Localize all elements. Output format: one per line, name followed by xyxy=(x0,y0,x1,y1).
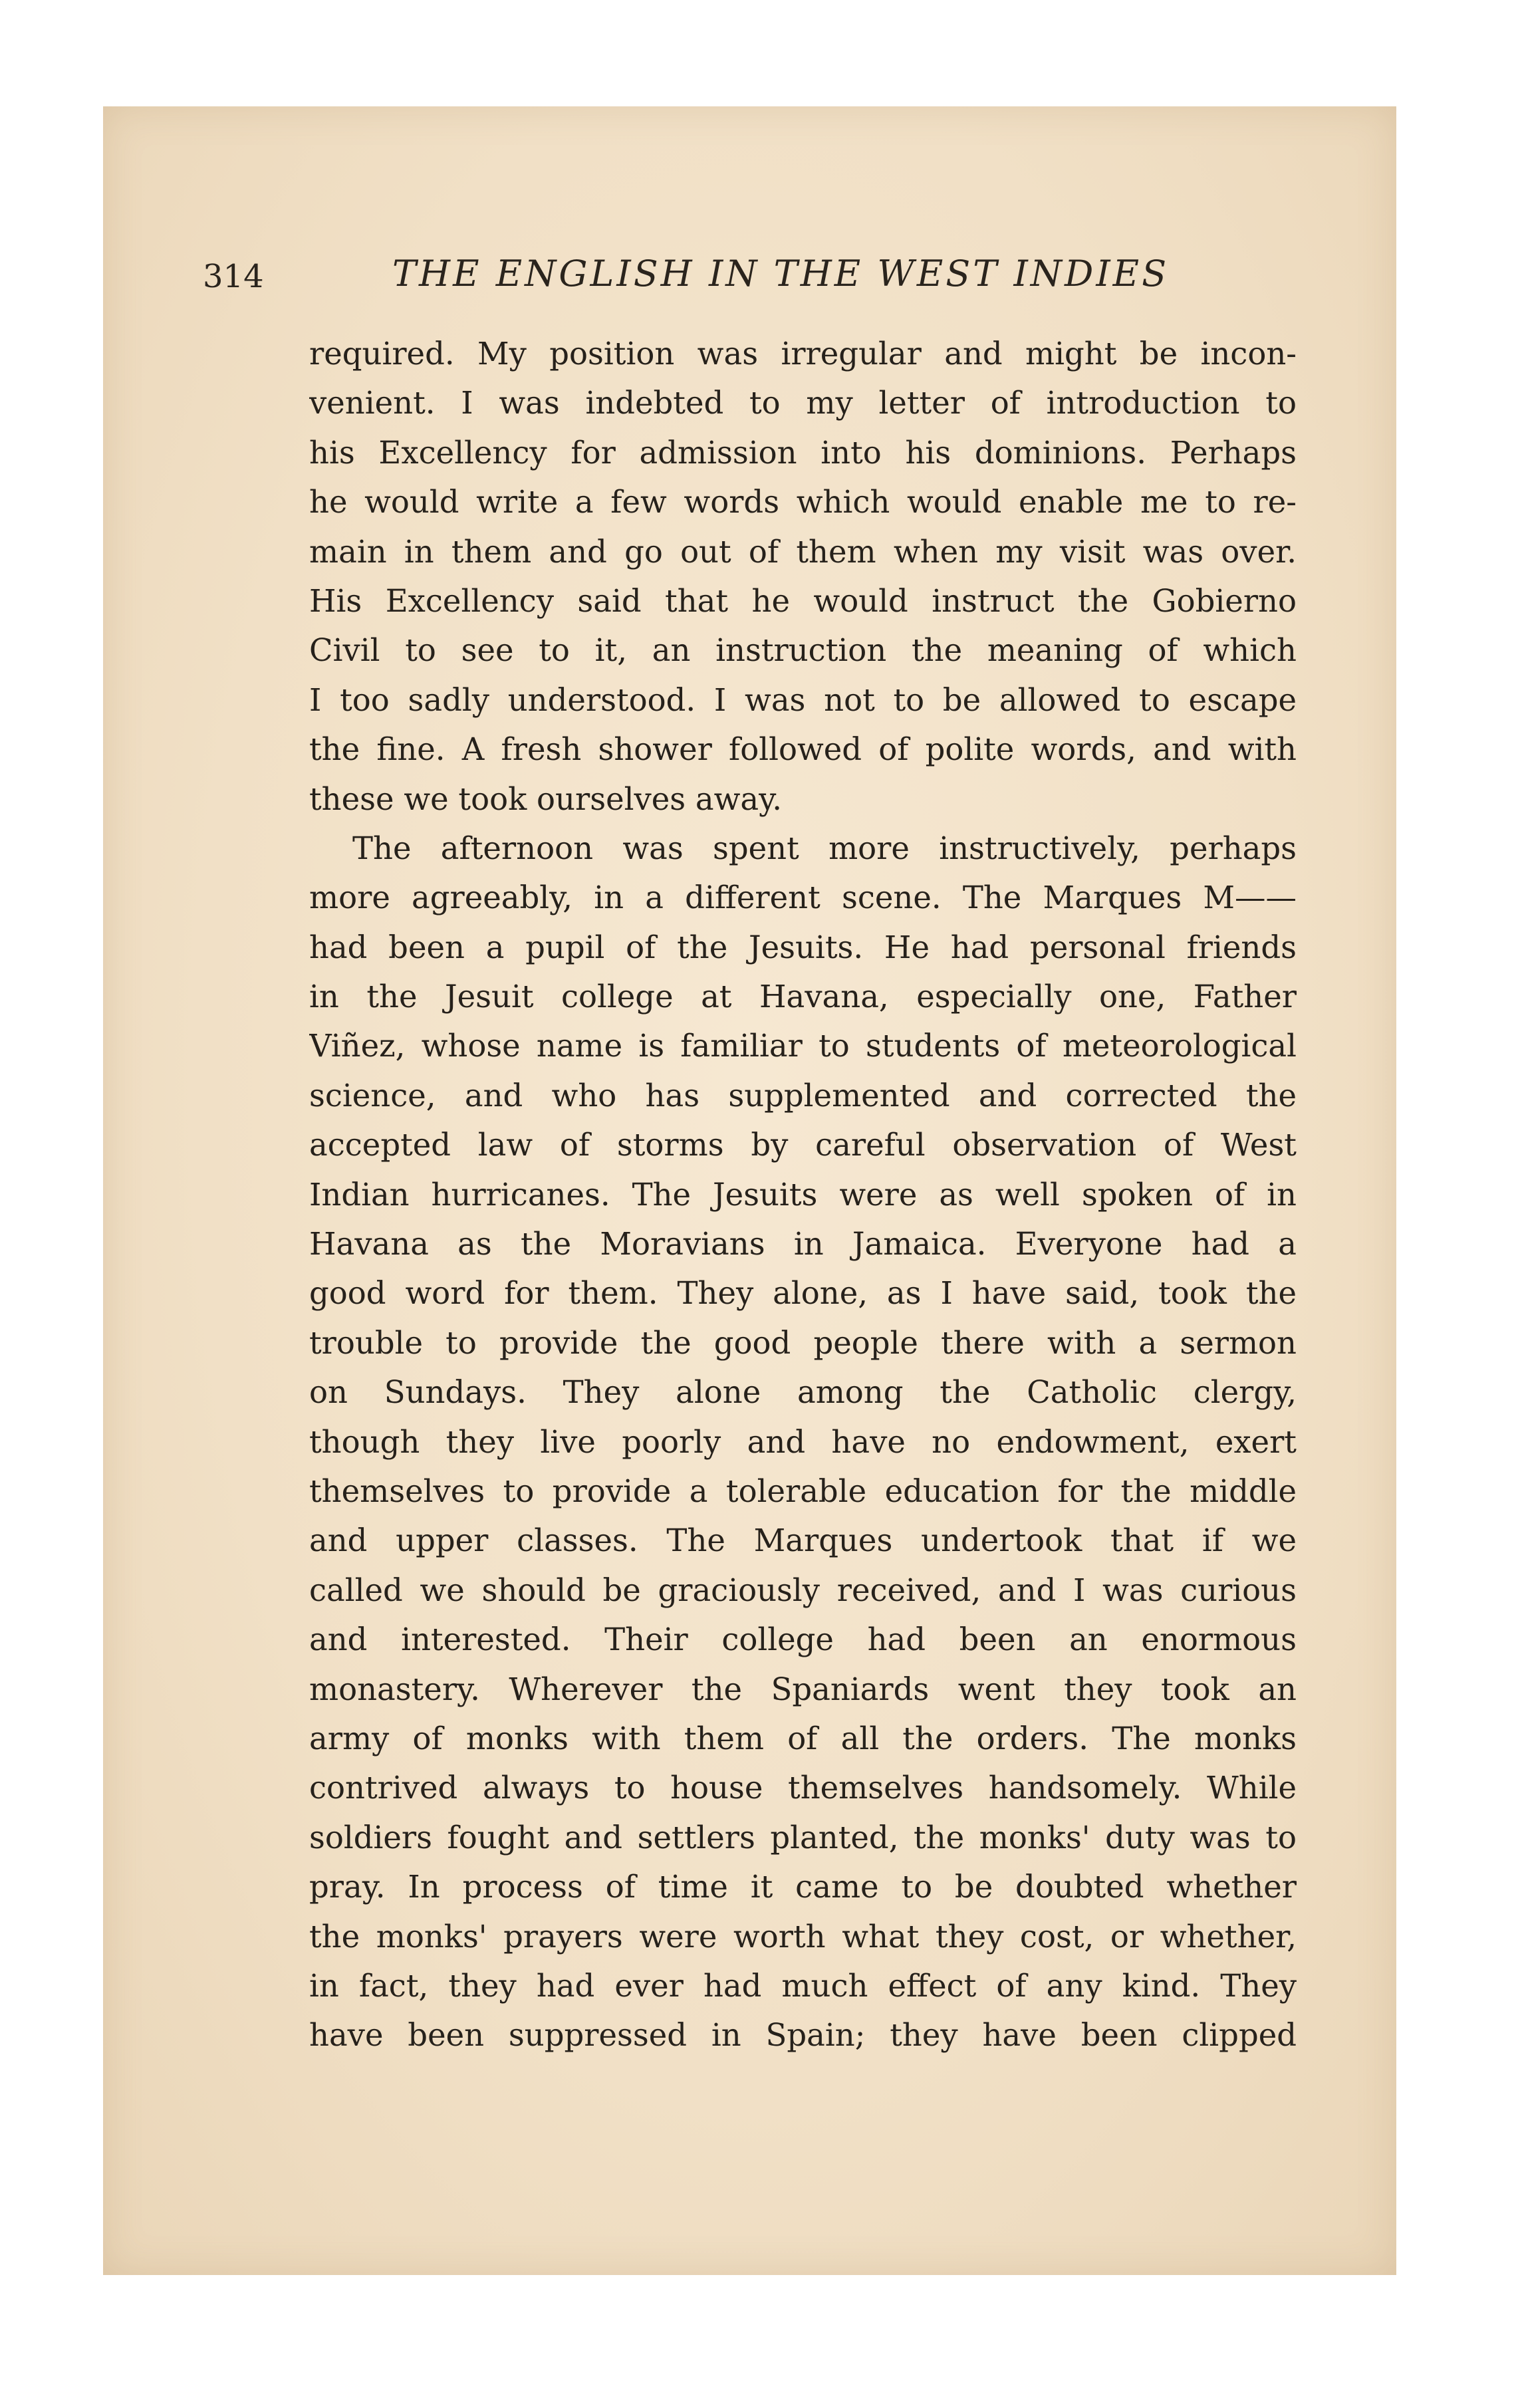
text-line: I too sadly understood. I was not to be allowed to escape xyxy=(309,681,1297,718)
text-line: Indian hurricanes. The Jesuits were as well spoken of in xyxy=(309,1176,1297,1213)
text-line: in fact, they had ever had much effect of any kind. They xyxy=(309,1967,1297,2004)
text-line: venient. I was indebted to my letter of introduction to xyxy=(309,385,1297,421)
text-line: called we should be graciously received, and I was curious xyxy=(309,1572,1297,1608)
text-line: and interested. Their college had been an enormous xyxy=(309,1622,1297,1658)
running-title: THE ENGLISH IN THE WEST INDIES xyxy=(392,253,1170,295)
text-line: contrived always to house themselves handsomely. While xyxy=(309,1770,1297,1806)
text-line: themselves to provide a tolerable education for the middle xyxy=(309,1473,1297,1509)
text-line: science, and who has supplemented and corrected the xyxy=(309,1077,1297,1114)
text-line: required. My position was irregular and might be incon- xyxy=(309,336,1297,372)
text-line: army of monks with them of all the orders. The monks xyxy=(309,1720,1297,1756)
text-line: he would write a few words which would enable me to re- xyxy=(309,484,1297,521)
text-line: in the Jesuit college at Havana, especially one, Father xyxy=(309,979,1297,1015)
text-line: good word for them. They alone, as I have said, took the xyxy=(309,1275,1297,1312)
text-line: main in them and go out of them when my visit was over. xyxy=(309,533,1297,570)
text-line: have been suppressed in Spain; they have been clipped xyxy=(309,2017,1297,2054)
text-line: Havana as the Moravians in Jamaica. Everyone had a xyxy=(309,1226,1297,1263)
text-line: his Excellency for admission into his dominions. Perhaps xyxy=(309,434,1297,471)
text-line: monastery. Wherever the Spaniards went they took an xyxy=(309,1671,1297,1707)
page-header xyxy=(203,253,1180,299)
text-line: these we took ourselves away. xyxy=(309,781,783,817)
body-text xyxy=(309,329,1297,2060)
page-number: 314 xyxy=(203,258,264,295)
text-line: Civil to see to it, an instruction the meaning of which xyxy=(309,632,1297,669)
text-line: soldiers fought and settlers planted, the monks' duty was to xyxy=(309,1819,1297,1856)
text-line: trouble to provide the good people there with a sermon xyxy=(309,1324,1297,1361)
text-line: The afternoon was spent more instructively, perhaps xyxy=(352,830,1297,866)
text-line: on Sundays. They alone among the Catholic clergy, xyxy=(309,1374,1297,1411)
text-line: had been a pupil of the Jesuits. He had personal friends xyxy=(309,929,1297,965)
text-line: His Excellency said that he would instruct the Gobierno xyxy=(309,582,1297,619)
text-line: though they live poorly and have no endowment, exert xyxy=(309,1423,1297,1460)
text-line: the fine. A fresh shower followed of polite words, and with xyxy=(309,731,1297,768)
text-line: and upper classes. The Marques undertook that if we xyxy=(309,1522,1297,1559)
text-line: accepted law of storms by careful observation of West xyxy=(309,1127,1297,1163)
text-line: Viñez, whose name is familiar to students of meteorological xyxy=(309,1028,1297,1064)
text-line: pray. In process of time it came to be doubted whether xyxy=(309,1869,1297,1905)
text-line: the monks' prayers were worth what they cost, or whether, xyxy=(309,1918,1297,1955)
text-line: more agreeably, in a different scene. The Marques M—— xyxy=(309,880,1297,916)
